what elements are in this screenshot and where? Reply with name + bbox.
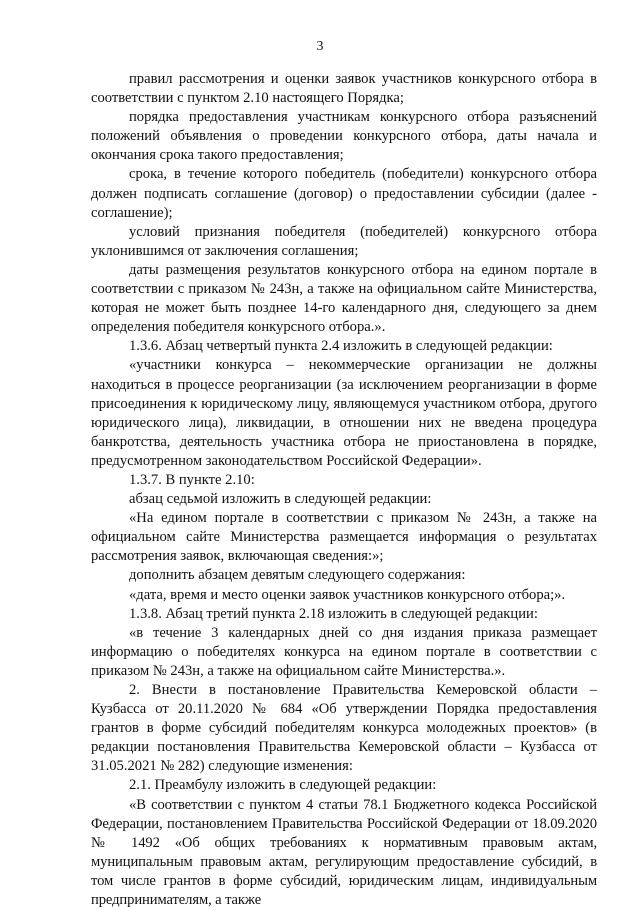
paragraph: 1.3.6. Абзац четвертый пункта 2.4 изложить в следующей редакции:	[129, 338, 553, 355]
paragraph: «В соответствии с пунктом 4 статьи 78.1 Бюджетного кодекса Российской Федерации, постановлением Правительства Российской Федерации от 18.09.2020 № 1492 «Об общих требованиях к нормативным правовым актам, муниципальным правовым актам, регулирующим предоставление субсидий, в том числе грантов в форме субсидий, юридическим лицам, индивидуальным предпринимателям, а также	[91, 796, 597, 909]
paragraph: порядка предоставления участникам конкурсного отбора разъяснений положений объявления о проведении конкурсного отбора, даты начала и окончания срока такого предоставления;	[91, 109, 597, 164]
paragraph: «дата, время и место оценки заявок участников конкурсного отбора;».	[129, 586, 566, 603]
page-number: 3	[316, 39, 324, 54]
paragraph: «в течение 3 календарных дней со дня издания приказа размещает информацию о победителях конкурса на едином портале в соответствии с приказом № 243н, а также на официальном сайте Министерства.».	[91, 624, 597, 679]
paragraph: «участники конкурса – некоммерческие организации не должны находиться в процессе реорганизации (за исключением реорганизации в форме присоединения к юридическому лицу, являющемуся участником отбора, другого юридического лица), ликвидации, в отношении них не введена процедура банкротства, деятельность участника отбора не приостановлена в порядке, предусмотренном законодательством Российской Федерации».	[91, 357, 597, 469]
paragraph: 2.1. Преамбулу изложить в следующей редакции:	[129, 777, 437, 794]
document-body	[91, 70, 597, 910]
paragraph: 2. Внести в постановление Правительства Кемеровской области – Кузбасса от 20.11.2020 № 684 «Об утверждении Порядка предоставления грантов в форме субсидий победителям конкурса молодежных проектов» (в редакции постановления Правительства Кемеровской области – Кузбасса от 31.05.2021 № 282) следующие изменения:	[91, 682, 597, 775]
paragraph: дополнить абзацем девятым следующего содержания:	[129, 567, 466, 584]
paragraph: даты размещения результатов конкурсного отбора на едином портале в соответствии с приказом № 243н, а также на официальном сайте Министерства, которая не может быть позднее 14-го календарного дня, следующего за днем определения победителя конкурсного отбора.».	[91, 261, 597, 336]
paragraph: условий признания победителя (победителей) конкурсного отбора уклонившимся от заключения соглашения;	[91, 223, 597, 259]
paragraph: 1.3.7. В пункте 2.10:	[129, 471, 255, 488]
paragraph: «На едином портале в соответствии с приказом № 243н, а также на официальном сайте Министерства размещается информация о результатах рассмотрения заявок, включающая сведения:»;	[91, 510, 597, 565]
paragraph: 1.3.8. Абзац третий пункта 2.18 изложить в следующей редакции:	[129, 605, 538, 622]
paragraph: абзац седьмой изложить в следующей редакции:	[129, 491, 432, 508]
paragraph: срока, в течение которого победитель (победители) конкурсного отбора должен подписать соглашение (договор) о предоставлении субсидии (далее - соглашение);	[91, 166, 597, 221]
paragraph: правил рассмотрения и оценки заявок участников конкурсного отбора в соответствии с пунктом 2.10 настоящего Порядка;	[91, 71, 597, 107]
